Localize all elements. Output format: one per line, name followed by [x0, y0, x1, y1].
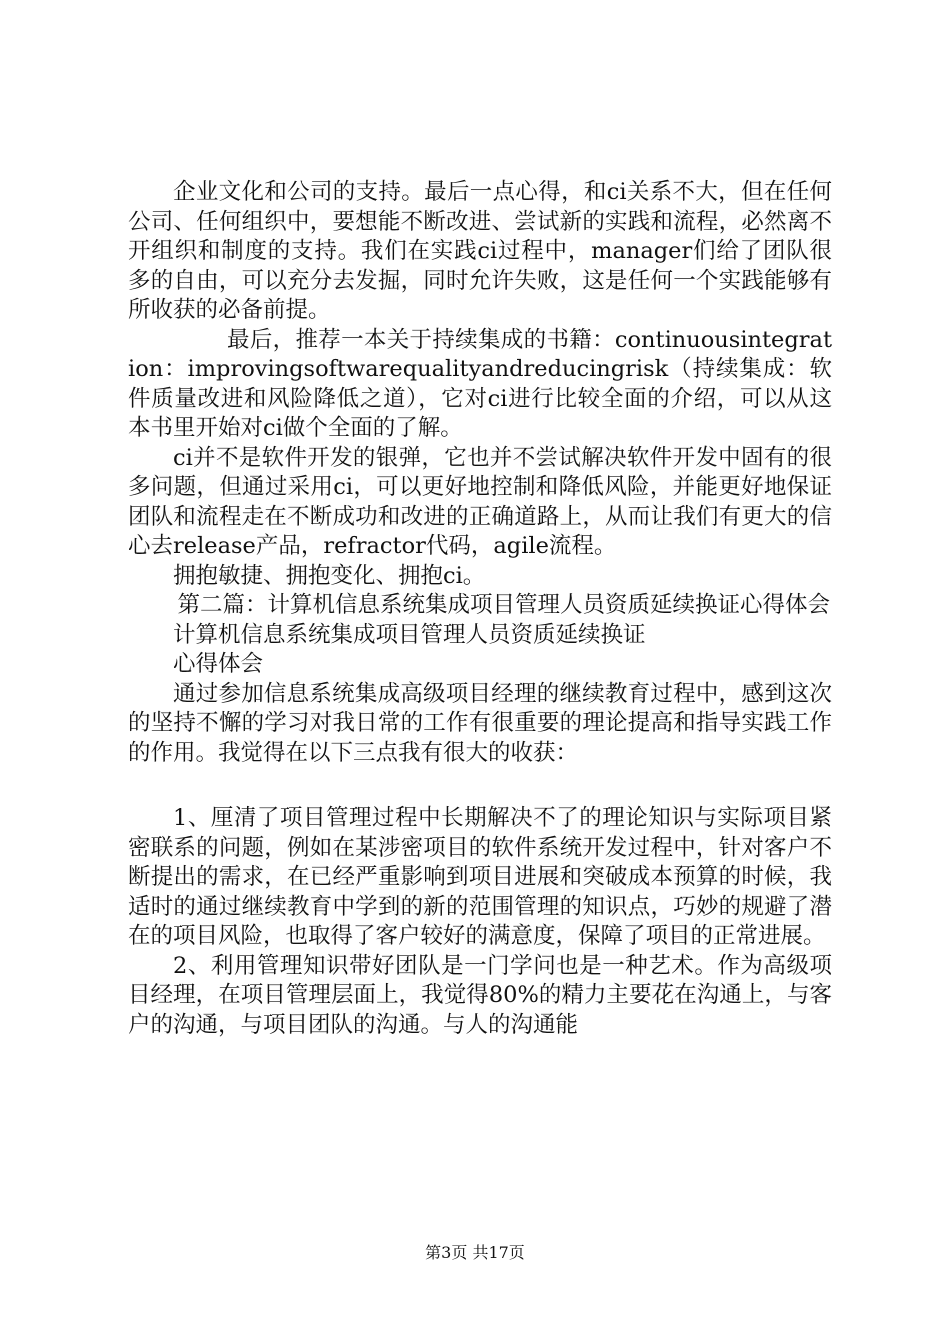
paragraph-intro-gains: 通过参加信息系统集成高级项目经理的继续教育过程中，感到这次的坚持不懈的学习对我日常的工作有很重要的理论提高和指导实践工作的作用。我觉得在以下三点我有很大的收获：	[128, 680, 832, 766]
section-heading-part-two: 第二篇：计算机信息系统集成项目管理人员资质延续换证心得体会	[177, 592, 831, 618]
page-number-footer: 第3页 共17页	[425, 1243, 525, 1262]
document-body	[128, 178, 832, 1040]
paragraph-corporate-support: 企业文化和公司的支持。最后一点心得，和ci关系不大，但在任何公司、任何组织中，要想能不断改进、尝试新的实践和流程，必然离不开组织和制度的支持。我们在实践ci过程中，manager们给了团队很多的自由，可以充分去发掘，同时允许失败，这是任何一个实践能够有所收获的必备前提。	[128, 179, 832, 323]
subtitle-line-2: 心得体会	[173, 651, 264, 677]
paragraph-ci-not-silver-bullet: ci并不是软件开发的银弹，它也并不尝试解决软件开发中固有的很多问题，但通过采用ci，可以更好地控制和降低风险，并能更好地保证团队和流程走在不断成功和改进的正确道路上，从而让我们有更大的信心去release产品，refractor代码，agile流程。	[128, 444, 832, 559]
paragraph-book-recommendation: 最后，推荐一本关于持续集成的书籍：continuousintegration：improvingsoftwarequalityandreducingrisk（持续集成：软件质量改进和风险降低之道），它对ci进行比较全面的介绍，可以从这本书里开始对ci做个全面的了解。	[128, 326, 832, 441]
paragraph-point-2: 2、利用管理知识带好团队是一门学问也是一种艺术。作为高级项目经理，在项目管理层面上，我觉得80%的精力主要花在沟通上，与客户的沟通，与项目团队的沟通。与人的沟通能	[128, 952, 832, 1038]
subtitle-line-1: 计算机信息系统集成项目管理人员资质延续换证	[173, 621, 646, 648]
paragraph-point-1: 1、厘清了项目管理过程中长期解决不了的理论知识与实际项目紧密联系的问题，例如在某涉密项目的软件系统开发过程中，针对客户不断提出的需求，在已经严重影响到项目进展和突破成本预算的时候，我适时的通过继续教育中学到的新的范围管理的知识点，巧妙的规避了潜在的项目风险，也取得了客户较好的满意度，保障了项目的正常进展。	[128, 805, 832, 949]
paragraph-embrace-ci: 拥抱敏捷、拥抱变化、拥抱ci。	[173, 562, 486, 589]
